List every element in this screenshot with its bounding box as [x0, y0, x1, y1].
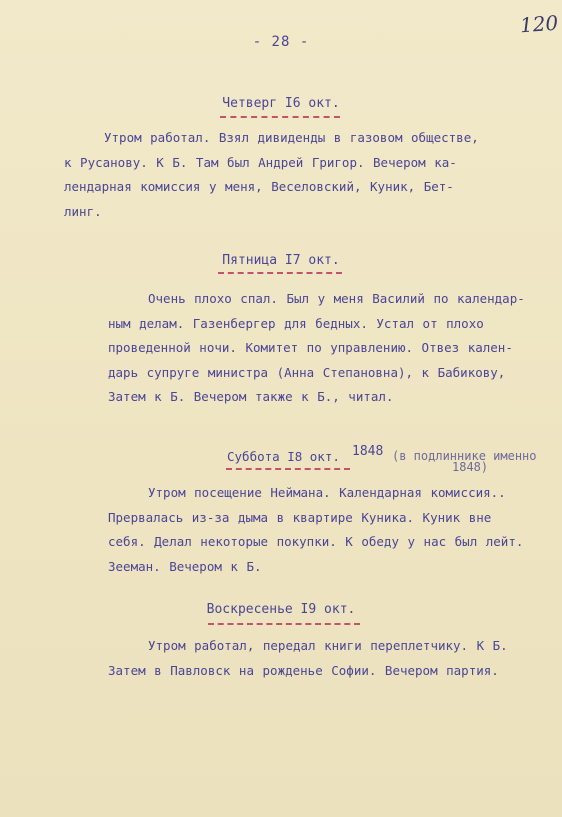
- year-note: 1848: [352, 444, 384, 459]
- correction-year: 1848): [452, 460, 489, 474]
- entry-text-sunday: Утром работал, передал книги переплетчику. К Б. Затем в Павловск на рожденье Софии. Вечером партия.: [108, 638, 508, 678]
- heading-underline: [218, 272, 342, 274]
- entry-heading-saturday: Суббота I8 окт.: [227, 449, 340, 464]
- entry-heading-thursday: Четверг I6 окт.: [222, 96, 340, 111]
- entry-text-saturday: Утром посещение Неймана. Календарная комиссия.. Прервалась из-за дыма в квартире Куника. Куник вне себя. Делал некоторые покупки. К обеду у нас был лейт. Зееман. Вечером к Б.: [108, 485, 524, 574]
- page-number: - 28 -: [252, 34, 310, 50]
- entry-text-friday: Очень плохо спал. Был у меня Василий по календар- ным делам. Газенбергер для бедных. Устал от плохо проведенной ночи. Комитет по управлению. Отвез кален- дарь супруге министра (Анна Степановна), к Бабикову, Затем к Б. Вечером также к Б., читал.: [108, 291, 525, 404]
- archive-page-number: 120: [519, 10, 559, 38]
- heading-underline: [220, 116, 340, 118]
- entry-text-thursday: Утром работал. Взял дивиденды в газовом обществе, к Русанову. К Б. Там был Андрей Григор. Вечером ка- лендарная комиссия у меня, Веселовский, Куник, Бет- линг.: [64, 130, 479, 219]
- heading-underline: [208, 623, 360, 625]
- entry-heading-sunday: Воскресенье I9 окт.: [206, 602, 356, 617]
- heading-underline: [226, 468, 350, 470]
- correction-note: (в подлиннике именно: [392, 449, 537, 463]
- entry-heading-friday: Пятница I7 окт.: [222, 253, 340, 268]
